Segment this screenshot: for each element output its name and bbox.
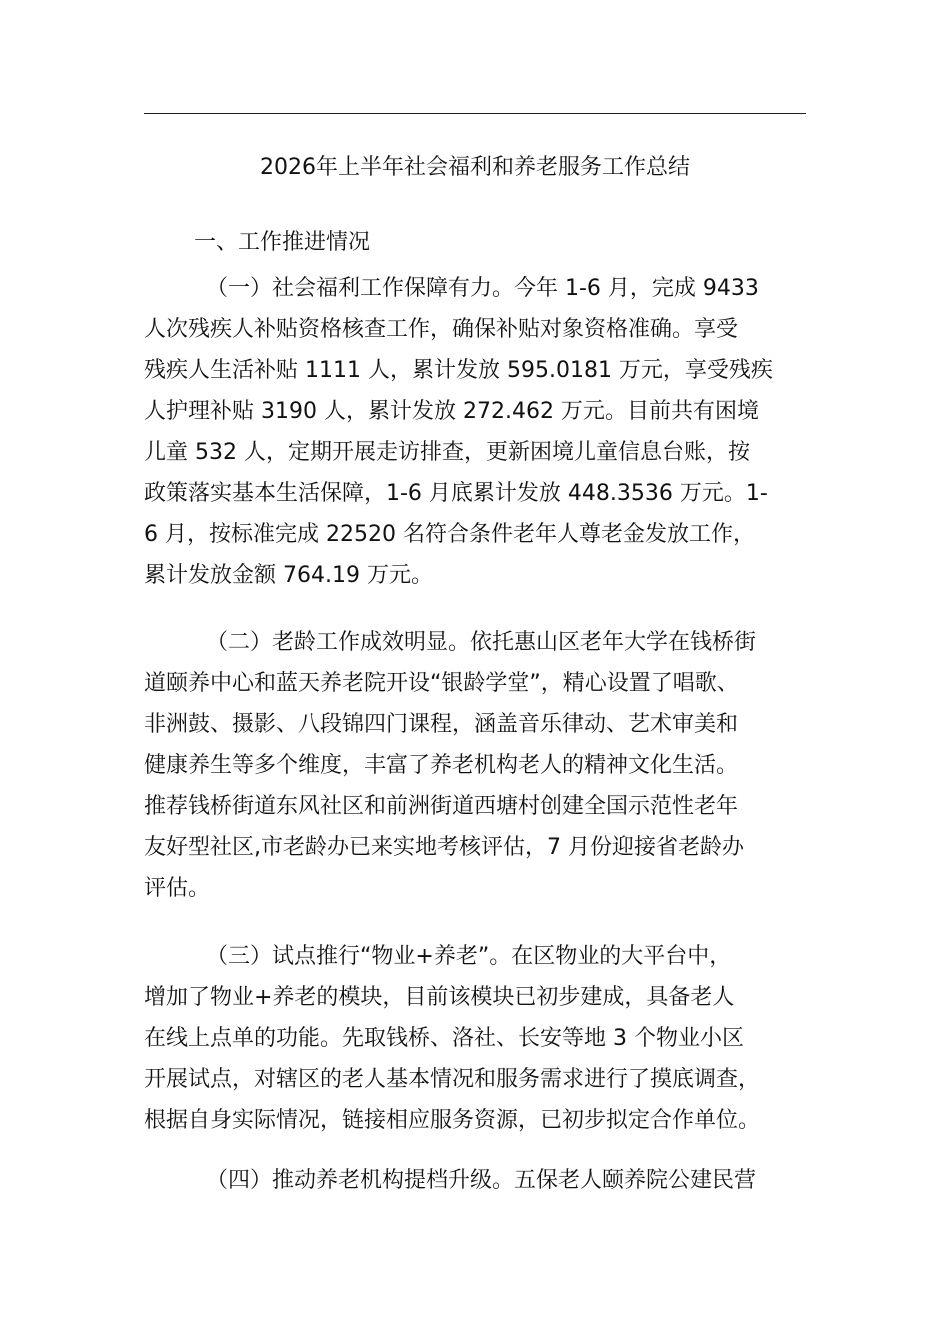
paragraph-line: 友好型社区,市老龄办已来实地考核评估，7 月份迎接省老龄办 (144, 835, 744, 860)
header-rule (144, 113, 806, 114)
paragraph-line: （三）试点推行“物业+养老”。在区物业的大平台中， (206, 944, 732, 969)
paragraph-line: 残疾人生活补贴 1111 人，累计发放 595.0181 万元，享受残疾 (144, 358, 773, 383)
paragraph-line: 累计发放金额 764.19 万元。 (144, 563, 433, 588)
paragraph-line: 政策落实基本生活保障，1-6 月底累计发放 448.3536 万元。1- (144, 481, 768, 506)
paragraph-line: 增加了物业+养老的模块，目前该模块已初步建成，具备老人 (144, 985, 735, 1010)
section-heading: 一、工作推进情况 (194, 230, 371, 255)
paragraph-line: （二）老龄工作成效明显。依托惠山区老年大学在钱桥街 (206, 630, 757, 655)
paragraph-line: 开展试点，对辖区的老人基本情况和服务需求进行了摸底调查， (144, 1067, 761, 1092)
paragraph-line: 人次残疾人补贴资格核查工作，确保补贴对象资格准确。享受 (144, 317, 739, 342)
paragraph-social-welfare (144, 268, 808, 596)
paragraph-property-elderly-care (144, 936, 808, 1141)
paragraph-line: 根据自身实际情况，链接相应服务资源，已初步拟定合作单位。 (144, 1108, 761, 1133)
paragraph-line: 人护理补贴 3190 人，累计发放 272.462 万元。目前共有困境 (144, 399, 759, 424)
paragraph-line: （四）推动养老机构提档升级。五保老人颐养院公建民营 (206, 1168, 757, 1193)
paragraph-institution-upgrade (144, 1160, 808, 1201)
document-title: 2026年上半年社会福利和养老服务工作总结 (260, 155, 690, 180)
paragraph-line: （一）社会福利工作保障有力。今年 1-6 月，完成 9433 (206, 276, 759, 301)
paragraph-line: 推荐钱桥街道东风社区和前洲街道西塘村创建全国示范性老年 (144, 794, 739, 819)
paragraph-line: 儿童 532 人，定期开展走访排查，更新困境儿童信息台账，按 (144, 440, 750, 465)
paragraph-aging-work (144, 622, 808, 909)
paragraph-line: 道颐养中心和蓝天养老院开设“银龄学堂”，精心设置了唱歌、 (144, 671, 739, 696)
paragraph-line: 在线上点单的功能。先取钱桥、洛社、长安等地 3 个物业小区 (144, 1026, 744, 1051)
paragraph-line: 评估。 (144, 876, 211, 901)
paragraph-line: 健康养生等多个维度，丰富了养老机构老人的精神文化生活。 (144, 753, 739, 778)
paragraph-line: 6 月，按标准完成 22520 名符合条件老年人尊老金发放工作， (144, 522, 755, 547)
paragraph-line: 非洲鼓、摄影、八段锦四门课程，涵盖音乐律动、艺术审美和 (144, 712, 739, 737)
